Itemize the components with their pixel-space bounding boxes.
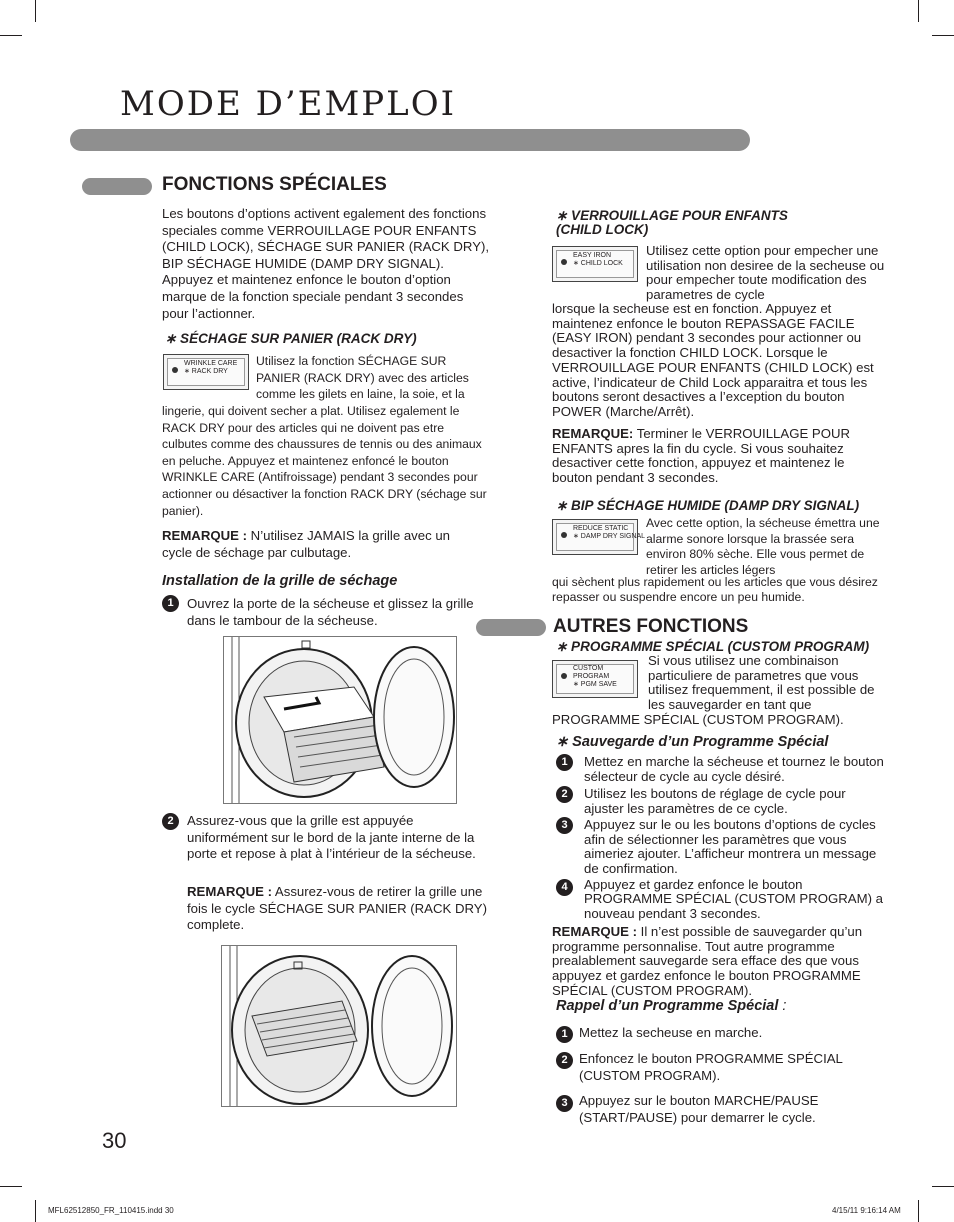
crop-mark xyxy=(35,0,36,22)
sauvegarde-step-3: Appuyez sur le ou les boutons d’options de cycles afin de sélectionner les paramètres que vous aimeriez ajouter. L’afficheur montrera un message de confirmation. xyxy=(584,817,877,877)
indicator-icon xyxy=(561,673,567,679)
child-lock-text: lorsque la secheuse est en fonction. Appuyez et maintenez enfonce le bouton REPASSAGE FACILE (EASY IRON) pendant 3 secondes pour actionner ou desactiver la fonction CHILD LOCK. Lorsque le VERROUILLAGE POUR ENFANTS (CHILD LOCK) est active, l’indicateur de Child Lock apparaitra et tous les boutons seront desactives a l’exception du bouton POWER (Marche/Arrêt). xyxy=(552,301,874,419)
section-title-fonctions: FONCTIONS SPÉCIALES xyxy=(162,174,387,195)
rack-dry-text-side: Utilisez la fonction SÉCHAGE SUR PANIER (RACK DRY) avec des articles comme les gilets en laine, la soie, et la xyxy=(256,354,469,402)
wrinkle-care-button-image xyxy=(163,354,249,390)
section-pill xyxy=(82,178,152,195)
installation-note xyxy=(187,884,489,934)
crop-mark xyxy=(35,1200,36,1222)
note-label: REMARQUE : xyxy=(162,528,247,543)
step-number: 4 xyxy=(556,879,573,896)
installation-step-1: Ouvrez la porte de la sécheuse et glissez la grille dans le tambour de la sécheuse. xyxy=(187,596,474,628)
section-pill xyxy=(476,619,546,636)
step-number: 3 xyxy=(556,817,573,834)
note-label: REMARQUE : xyxy=(187,884,272,899)
sauvegarde-step-2: Utilisez les boutons de réglage de cycle pour ajuster les paramètres de ce cycle. xyxy=(584,786,846,816)
installation-step-2: Assurez-vous que la grille est appuyée uniformément sur le bord de la jante interne de la porte et repose à plat à l’intérieur de la sécheuse. xyxy=(187,813,476,862)
step-number: 2 xyxy=(556,786,573,803)
custom-program-button-image xyxy=(552,660,638,698)
heading-text: Rappel d’un Programme Spécial xyxy=(556,998,779,1014)
rappel-step-3: Appuyez sur le bouton MARCHE/PAUSE (START/PAUSE) pour demarrer le cycle. xyxy=(579,1093,819,1125)
sauvegarde-step-4: Appuyez et gardez enfonce le bouton PROGRAMME SPÉCIAL (CUSTOM PROGRAM) a nouveau pendant 3 secondes. xyxy=(584,877,883,921)
rack-dry-heading: ∗ SÉCHAGE SUR PANIER (RACK DRY) xyxy=(165,331,417,346)
heading-line: ∗ VERROUILLAGE POUR ENFANTS xyxy=(556,208,788,223)
step-number: 1 xyxy=(162,595,179,612)
intro-text: Les boutons d’options activent egalement des fonctions speciales comme VERROUILLAGE POUR ENFANTS (CHILD LOCK), SÉCHAGE SUR PANIER (RACK DRY), BIP SÉCHAGE HUMIDE (DAMP DRY SIGNAL). Appuyez et maintenez enfonce le bouton d’option marque de la fonction speciale pendant 3 secondes pour l’actionner. xyxy=(162,206,490,321)
rack-dry-note xyxy=(162,528,472,561)
button-image-label: EASY IRON ∗ CHILD LOCK xyxy=(573,252,623,267)
note-text: Il n’est possible de sauvegarder qu’un programme personnalise. Tout autre programme prealablement sauvegarde sera efface des que vous appuyez et gardez enfonce le bouton PROGRAMME SPÉCIAL (CUSTOM PROGRAM). xyxy=(552,924,863,998)
button-image-label: REDUCE STATIC ∗ DAMP DRY SIGNAL xyxy=(573,525,645,540)
crop-mark xyxy=(932,1186,954,1187)
damp-dry-heading: ∗ BIP SÉCHAGE HUMIDE (DAMP DRY SIGNAL) xyxy=(556,498,860,513)
custom-program-text: PROGRAMME SPÉCIAL (CUSTOM PROGRAM). xyxy=(552,712,844,727)
reduce-static-button-image xyxy=(552,519,645,555)
button-image-label: WRINKLE CARE ∗ RACK DRY xyxy=(184,360,238,375)
note-text: Assurez-vous de retirer la grille une fois le cycle SÉCHAGE SUR PANIER (RACK DRY) complete. xyxy=(187,884,487,933)
crop-mark xyxy=(0,35,22,36)
rappel-step-1: Mettez la secheuse en marche. xyxy=(579,1025,763,1040)
dryer-rack-image xyxy=(222,946,456,1106)
section-title-autres: AUTRES FONCTIONS xyxy=(553,616,749,637)
step-number: 1 xyxy=(556,754,573,771)
crop-mark xyxy=(918,1200,919,1222)
note-label: REMARQUE : xyxy=(552,924,637,939)
note-text: N’utilisez JAMAIS la grille avec un cycle de séchage par culbutage. xyxy=(162,528,451,560)
step-number: 3 xyxy=(556,1095,573,1112)
indicator-icon xyxy=(561,259,567,265)
child-lock-heading xyxy=(556,209,788,237)
dryer-rack-illustration-1 xyxy=(223,636,457,804)
dryer-rack-illustration-2 xyxy=(221,945,457,1107)
child-lock-text-side: Utilisez cette option pour empecher une utilisation non desiree de la secheuse ou pour empecher toute modification des parametres de cycle xyxy=(646,243,885,303)
footer-timestamp: 4/15/11 9:16:14 AM xyxy=(832,1206,901,1215)
note-text: Terminer le VERROUILLAGE POUR ENFANTS apres la fin du cycle. Si vous souhaitez desactiver cette fonction, appuyez et maintenez le bouton pendant 3 secondes. xyxy=(552,426,851,486)
rappel-heading xyxy=(556,998,786,1014)
header-bar xyxy=(70,129,750,151)
rack-dry-text: lingerie, qui doivent secher a plat. Utilisez egalement le RACK DRY pour des articles qui ne doivent pas etre culbutes comme des chaussures de tennis ou des animaux en peluche. Appuyez et maintenez enfoncé le bouton WRINKLE CARE (Antifroissage) pendant 3 secondes pour actionner ou désactiver la fonction RACK DRY (séchage sur panier). xyxy=(162,404,487,518)
button-image-label: CUSTOM PROGRAM ∗ PGM SAVE xyxy=(573,665,617,688)
crop-mark xyxy=(918,0,919,22)
page-number: 30 xyxy=(102,1128,127,1153)
custom-program-text-side: Si vous utilisez une combinaison particuliere de parametres que vous utilisez frequemment, il est possible de les sauvegarder en tant que xyxy=(648,653,875,713)
installation-heading: Installation de la grille de séchage xyxy=(162,573,398,589)
crop-mark xyxy=(0,1186,22,1187)
indicator-icon xyxy=(172,367,178,373)
damp-dry-text-side: Avec cette option, la sécheuse émettra une alarme sonore lorsque la brassée sera environ 80% sèche. Elle vous permet de retirer les articles légers xyxy=(646,516,880,577)
step-number: 2 xyxy=(556,1052,573,1069)
sauvegarde-heading: ∗ Sauvegarde d’un Programme Spécial xyxy=(556,734,829,750)
footer-file-info: MFL62512850_FR_110415.indd 30 xyxy=(48,1206,174,1215)
page-title: MODE D’EMPLOI xyxy=(120,84,457,124)
sauvegarde-step-1: Mettez en marche la sécheuse et tournez le bouton sélecteur de cycle au cycle désiré. xyxy=(584,754,884,784)
crop-mark xyxy=(932,35,954,36)
indicator-icon xyxy=(561,532,567,538)
dryer-rack-image xyxy=(224,637,456,803)
heading-suffix: : xyxy=(778,998,787,1014)
sauvegarde-note xyxy=(552,925,896,999)
easy-iron-button-image xyxy=(552,246,638,282)
step-number: 2 xyxy=(162,813,179,830)
step-number: 1 xyxy=(556,1026,573,1043)
rappel-step-2: Enfoncez le bouton PROGRAMME SPÉCIAL (CUSTOM PROGRAM). xyxy=(579,1051,843,1083)
heading-line: (CHILD LOCK) xyxy=(556,222,649,237)
note-label: REMARQUE: xyxy=(552,426,634,441)
custom-program-heading: ∗ PROGRAMME SPÉCIAL (CUSTOM PROGRAM) xyxy=(556,639,870,654)
damp-dry-text: qui sèchent plus rapidement ou les articles que vous désirez repasser ou suspendre encore un peu humide. xyxy=(552,575,878,605)
child-lock-note xyxy=(552,427,872,486)
